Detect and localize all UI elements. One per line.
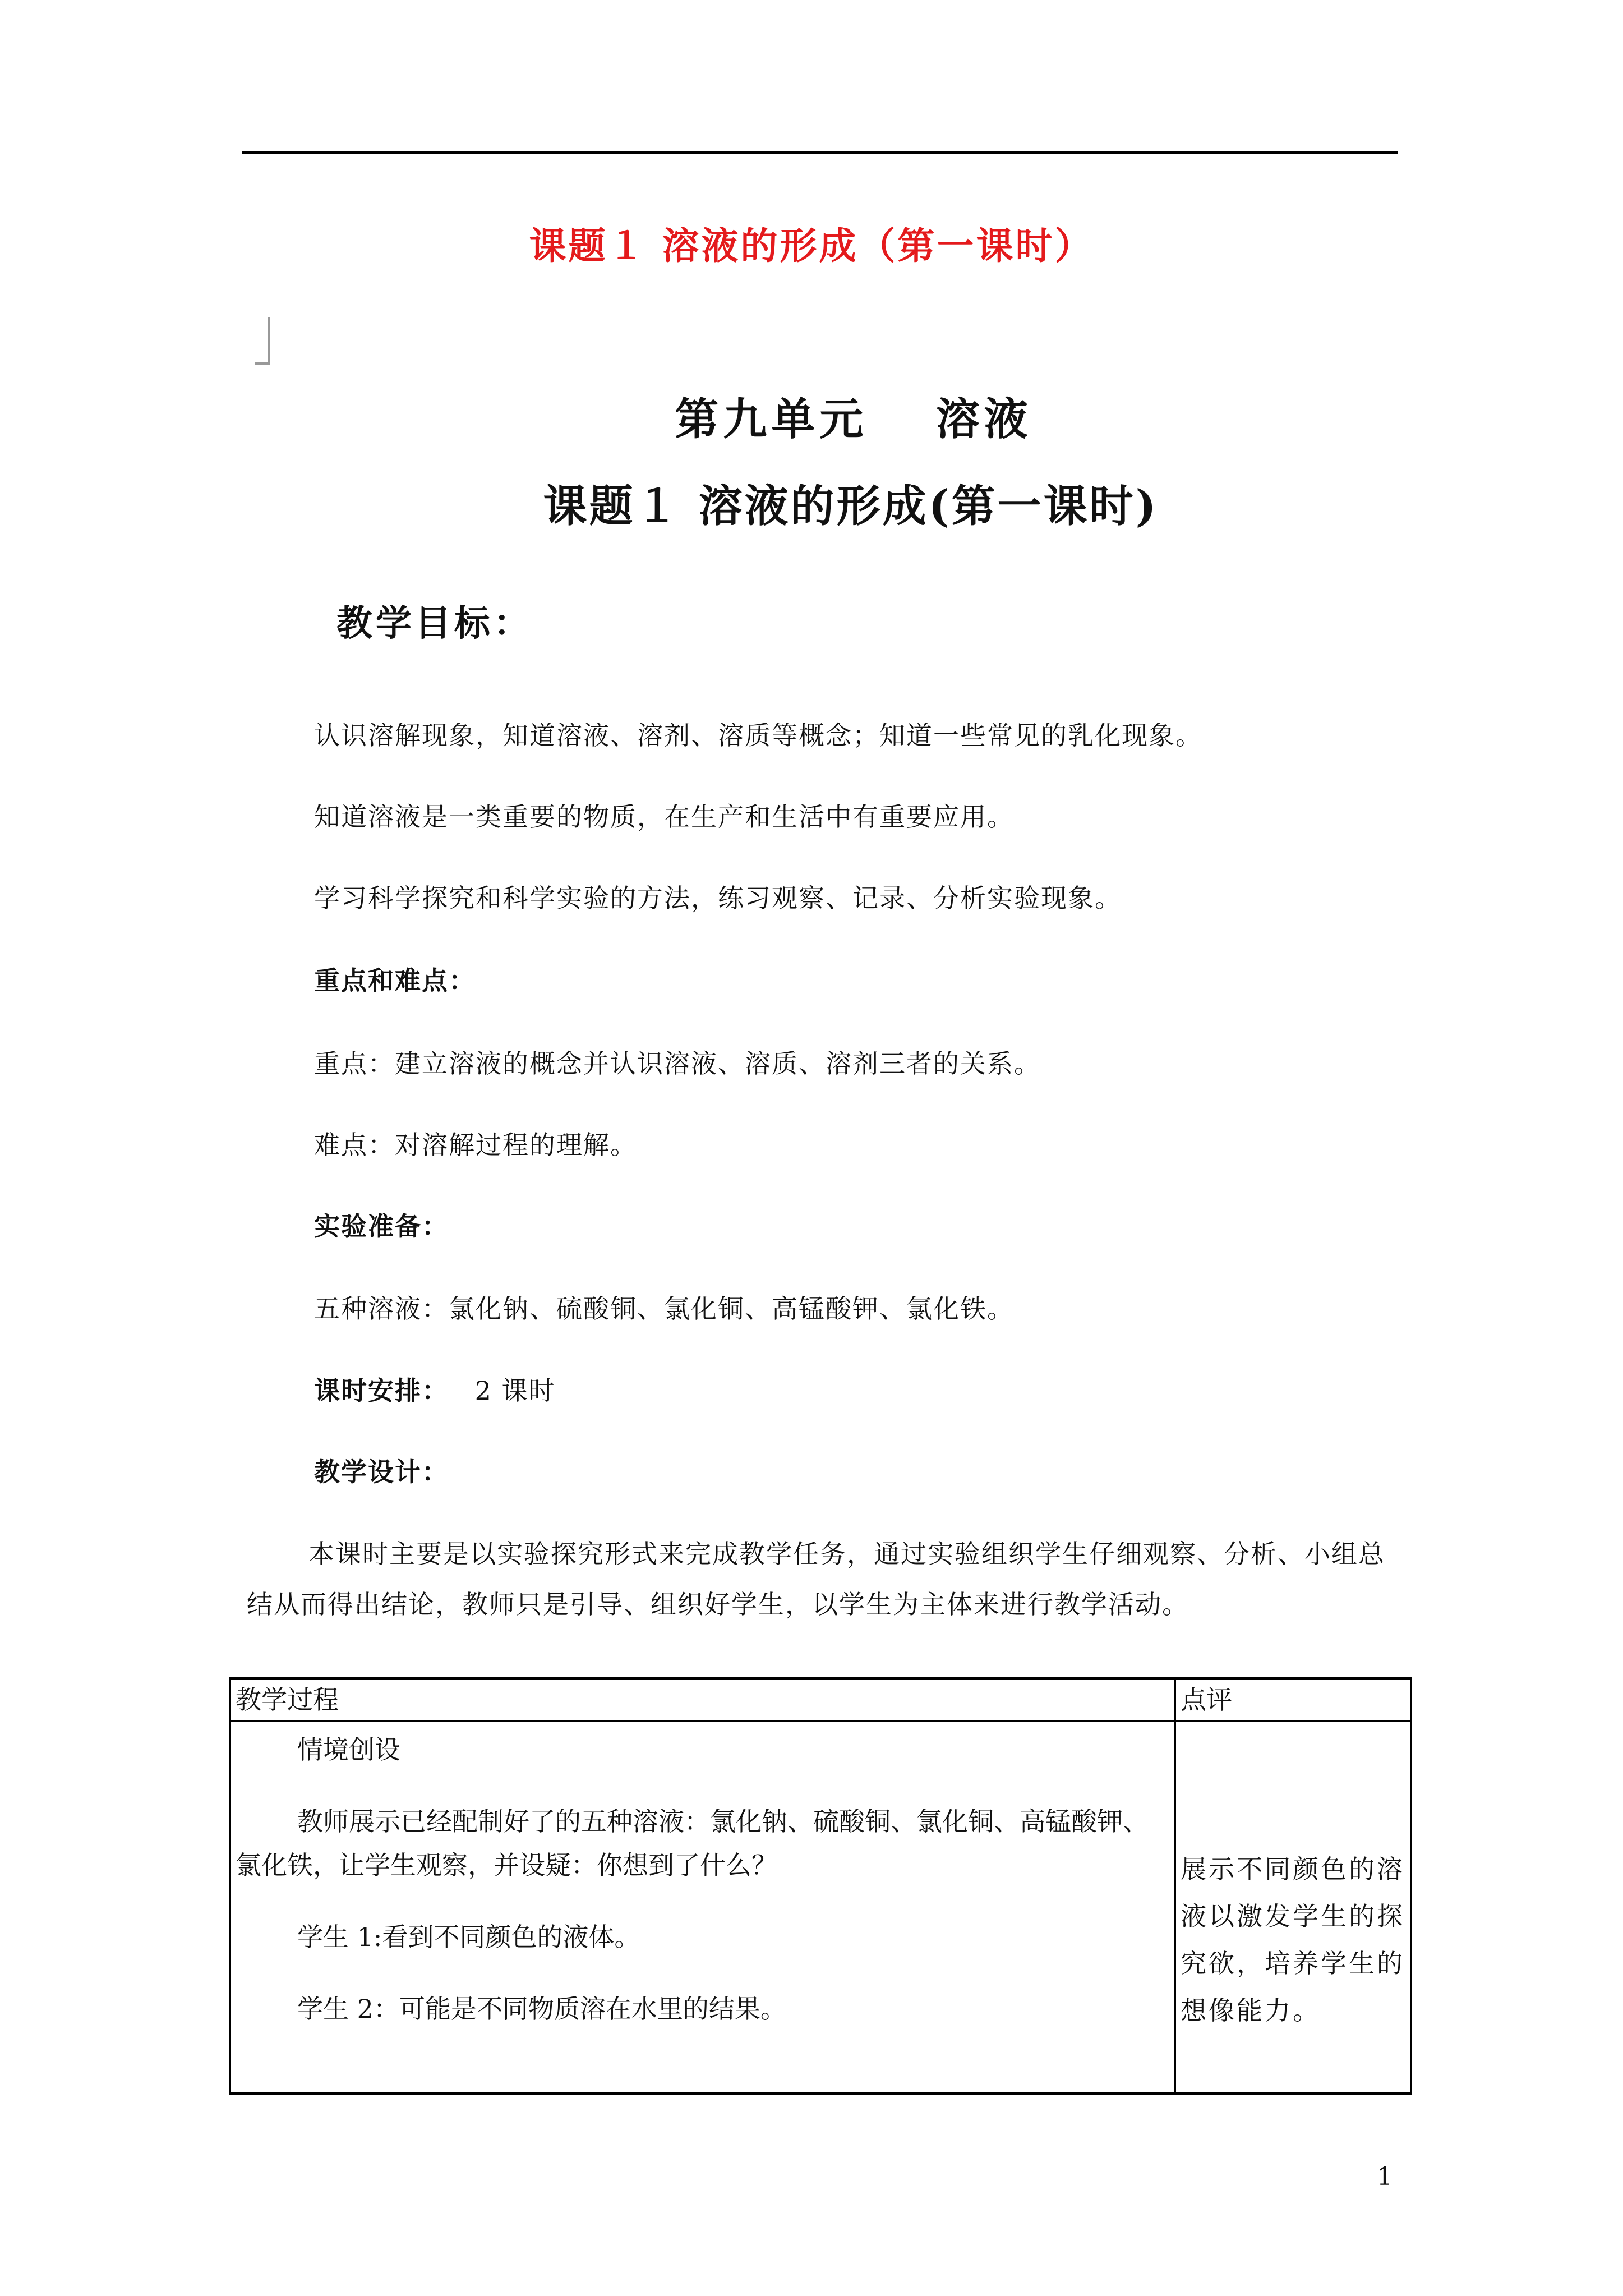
design-text: 本课时主要是以实验探究形式来完成教学任务，通过实验组织学生仔细观察、分析、小组总结从而得出结论，教师只是引导、组织好学生，以学生为主体来进行教学活动。 [247,1539,1385,1619]
key-point: 重点：建立溶液的概念并认识溶液、溶质、溶剂三者的关系。 [314,1048,1041,1079]
schedule-label: 课时安排： [314,1375,449,1406]
objective-1: 认识溶解现象，知道溶液、溶剂、溶质等概念；知道一些常见的乳化现象。 [314,720,1202,751]
header-comment: 点评 [1175,1678,1411,1721]
schedule-value: 2 课时 [474,1375,556,1406]
process-line: 情境创设 [297,1734,400,1765]
unit-title: 第九单元 溶液 [675,394,1032,445]
objectives-heading: 教学目标： [336,602,533,645]
document-title: 课题１ 溶液的形成（第一课时） [529,224,1094,268]
header-process: 教学过程 [230,1678,1175,1721]
lesson-title: 课题１ 溶液的形成(第一课时) [543,481,1159,532]
table-body-row [230,1721,1411,2093]
objective-3: 学习科学探究和科学实验的方法，练习观察、记录、分析实验现象。 [314,883,1122,913]
schedule [314,1370,556,1407]
preparation: 五种溶液：氯化钠、硫酸铜、氯化铜、高锰酸钾、氯化铁。 [314,1294,1014,1324]
crop-mark [255,317,270,365]
objective-2: 知道溶液是一类重要的物质，在生产和生活中有重要应用。 [314,802,1014,832]
teaching-process-table [229,1677,1412,2095]
comment-cell: 展示不同颜色的溶液以激发学生的探究欲，培养学生的想像能力。 [1175,1721,1411,2093]
key-points-heading: 重点和难点： [314,965,476,996]
process-line: 学生 2：可能是不同物质溶在水里的结果。 [297,1994,786,2024]
table-header-row [230,1678,1411,1721]
process-line: 教师展示已经配制好了的五种溶液：氯化钠、硫酸铜、氯化铜、高锰酸钾、氯化铁，让学生观察，并设疑：你想到了什么？ [236,1806,1149,1880]
design-heading: 教学设计： [314,1457,449,1487]
process-line: 学生 1:看到不同颜色的液体。 [297,1922,640,1952]
header-rule [242,151,1398,154]
difficulty: 难点：对溶解过程的理解。 [314,1130,637,1160]
process-cell [230,1721,1175,2093]
preparation-heading: 实验准备： [314,1211,449,1241]
page-number: 1 [1377,2162,1393,2191]
